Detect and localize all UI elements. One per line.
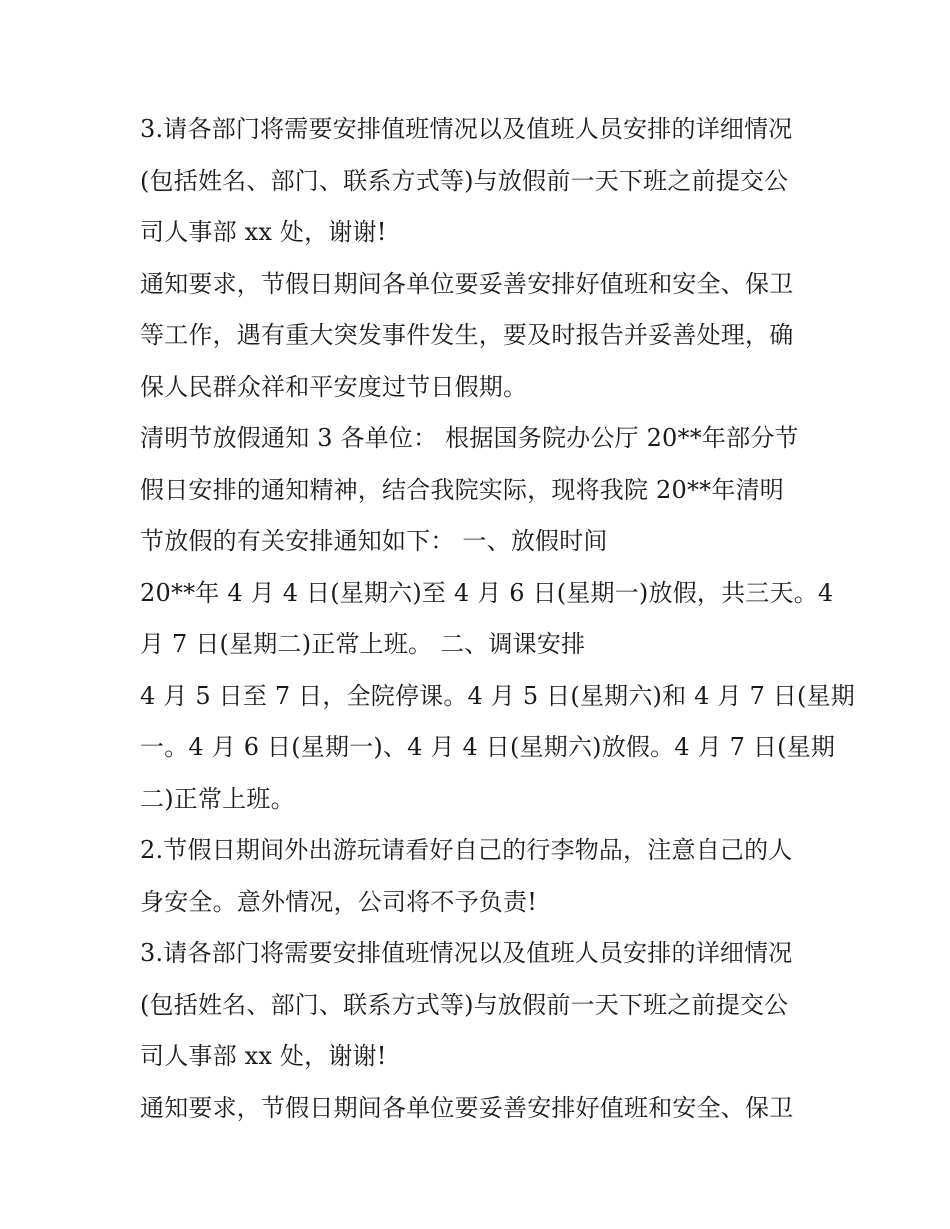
text-line: 20**年 4 月 4 日(星期六)至 4 月 6 日(星期一)放假，共三天。4 — [140, 578, 834, 607]
text-line: 保人民群众祥和平安度过节日假期。 — [140, 372, 528, 401]
text-line: 身安全。意外情况，公司将不予负责! — [140, 887, 538, 916]
text-line: (包括姓名、部门、联系方式等)与放假前一天下班之前提交公 — [140, 990, 789, 1019]
text-line: 司人事部 xx 处，谢谢! — [140, 1042, 387, 1070]
text-line: 月 7 日(星期二)正常上班。 二、调课安排 — [140, 630, 586, 658]
text-line: 清明节放假通知 3 各单位： 根据国务院办公厅 20**年部分节 — [140, 424, 799, 452]
text-line: 4 月 5 日至 7 日，全院停课。4 月 5 日(星期六)和 4 月 7 日(星期 — [140, 681, 855, 710]
text-line: 3.请各部门将需要安排值班情况以及值班人员安排的详细情况 — [140, 939, 793, 967]
text-line: 3.请各部门将需要安排值班情况以及值班人员安排的详细情况 — [140, 115, 793, 143]
text-line: (包括姓名、部门、联系方式等)与放假前一天下班之前提交公 — [140, 166, 789, 195]
text-line: 通知要求，节假日期间各单位要妥善安排好值班和安全、保卫 — [140, 269, 794, 298]
text-line: 通知要求，节假日期间各单位要妥善安排好值班和安全、保卫 — [140, 1093, 794, 1122]
document-body — [140, 104, 855, 1134]
text-line: 2.节假日期间外出游玩请看好自己的行李物品，注意自己的人 — [140, 836, 793, 864]
text-line: 二)正常上班。 — [140, 784, 295, 813]
text-line: 一。4 月 6 日(星期一)、4 月 4 日(星期六)放假。4 月 7 日(星期 — [140, 733, 836, 761]
text-line: 司人事部 xx 处，谢谢! — [140, 218, 387, 246]
text-line: 假日安排的通知精神，结合我院实际，现将我院 20**年清明 — [140, 475, 784, 504]
text-line: 等工作，遇有重大突发事件发生，要及时报告并妥善处理，确 — [140, 321, 794, 349]
text-line: 节放假的有关安排通知如下： 一、放假时间 — [140, 527, 608, 555]
